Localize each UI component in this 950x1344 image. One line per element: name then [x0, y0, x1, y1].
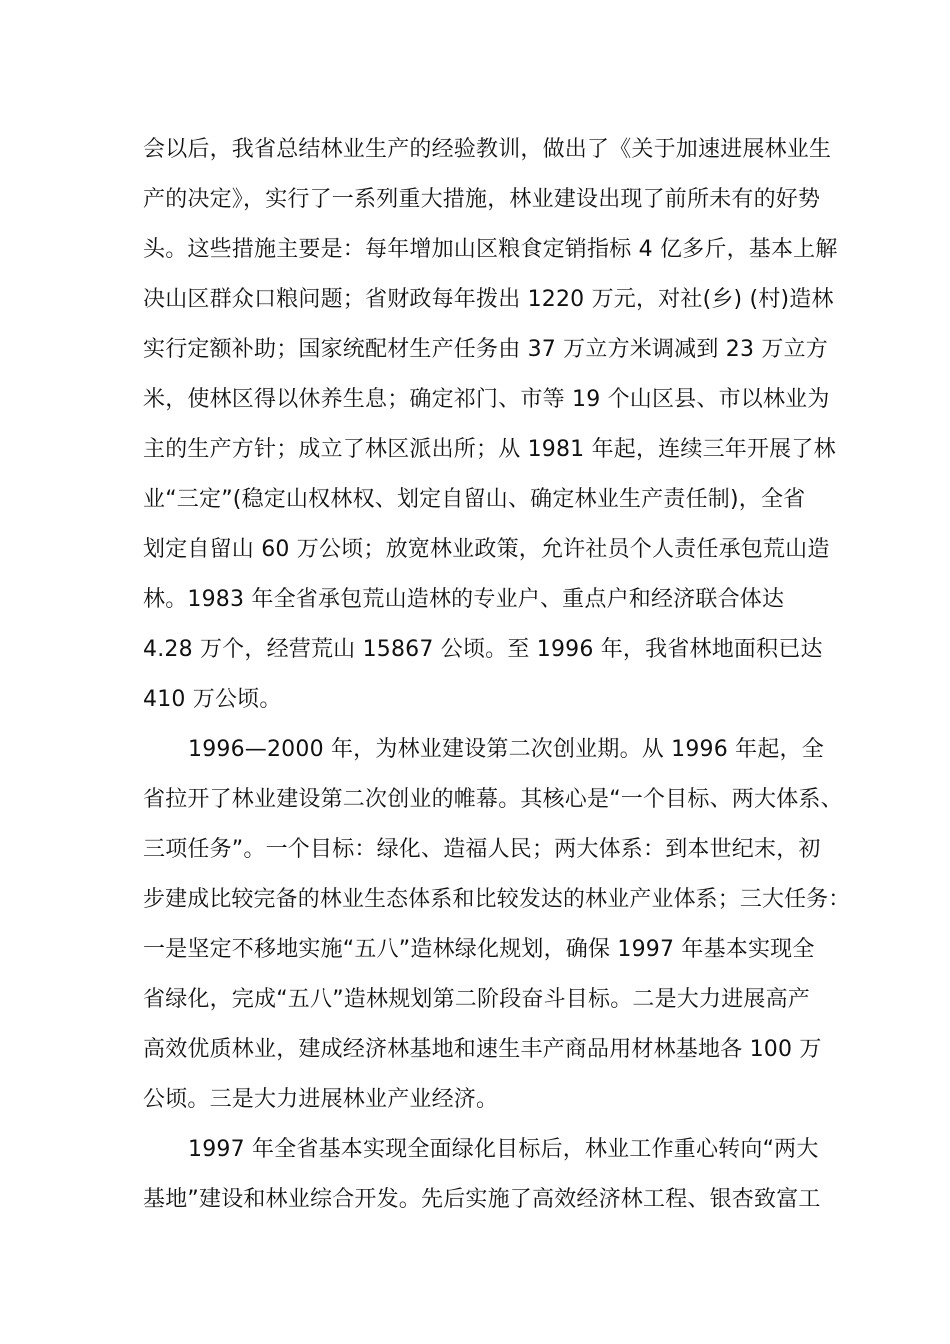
text-line: 米，使林区得以休养生息；确定祁门、市等 19 个山区县、市以林业为 — [143, 387, 830, 412]
text-line: 会以后，我省总结林业生产的经验教训，做出了《关于加速进展林业生 — [143, 137, 832, 162]
text-line: 4.28 万个，经营荒山 15867 公顷。至 1996 年，我省林地面积已达 — [143, 637, 823, 662]
text-line: 业“三定”(稳定山权林权、划定自留山、确定林业生产责任制)，全省 — [143, 487, 806, 512]
text-line: 一是坚定不移地实施“五八”造林绿化规划，确保 1997 年基本实现全 — [143, 937, 815, 962]
text-line: 410 万公顷。 — [143, 687, 282, 712]
text-line: 划定自留山 60 万公顷；放宽林业政策，允许社员个人责任承包荒山造 — [143, 537, 830, 562]
text-line: 步建成比较完备的林业生态体系和比较发达的林业产业体系；三大任务： — [143, 887, 851, 912]
text-line: 基地”建设和林业综合开发。先后实施了高效经济林工程、银杏致富工 — [143, 1187, 821, 1212]
text-line: 林。1983 年全省承包荒山造林的专业户、重点户和经济联合体达 — [143, 587, 785, 612]
text-line: 主的生产方针；成立了林区派出所；从 1981 年起，连续三年开展了林 — [143, 437, 836, 462]
paragraph-first-line: 1996—2000 年，为林业建设第二次创业期。从 1996 年起，全 — [188, 737, 824, 762]
text-line: 三项任务”。一个目标：绿化、造福人民；两大体系：到本世纪末，初 — [143, 837, 821, 862]
paragraph-first-line: 1997 年全省基本实现全面绿化目标后，林业工作重心转向“两大 — [188, 1137, 819, 1162]
text-line: 省拉开了林业建设第二次创业的帷幕。其核心是“一个目标、两大体系、 — [143, 787, 843, 812]
text-line: 决山区群众口粮问题；省财政每年拨出 1220 万元，对社(乡) (村)造林 — [143, 287, 834, 312]
text-line: 公顷。三是大力进展林业产业经济。 — [143, 1087, 499, 1112]
text-line: 省绿化，完成“五八”造林规划第二阶段奋斗目标。二是大力进展高产 — [143, 987, 810, 1012]
text-line: 产的决定》，实行了一系列重大措施，林业建设出现了前所未有的好势 — [143, 187, 821, 212]
text-line: 头。这些措施主要是：每年增加山区粮食定销指标 4 亿多斤，基本上解 — [143, 237, 838, 262]
text-line: 实行定额补助；国家统配材生产任务由 37 万立方米调减到 23 万立方 — [143, 337, 828, 362]
text-line: 高效优质林业，建成经济林基地和速生丰产商品用材林基地各 100 万 — [143, 1037, 822, 1062]
